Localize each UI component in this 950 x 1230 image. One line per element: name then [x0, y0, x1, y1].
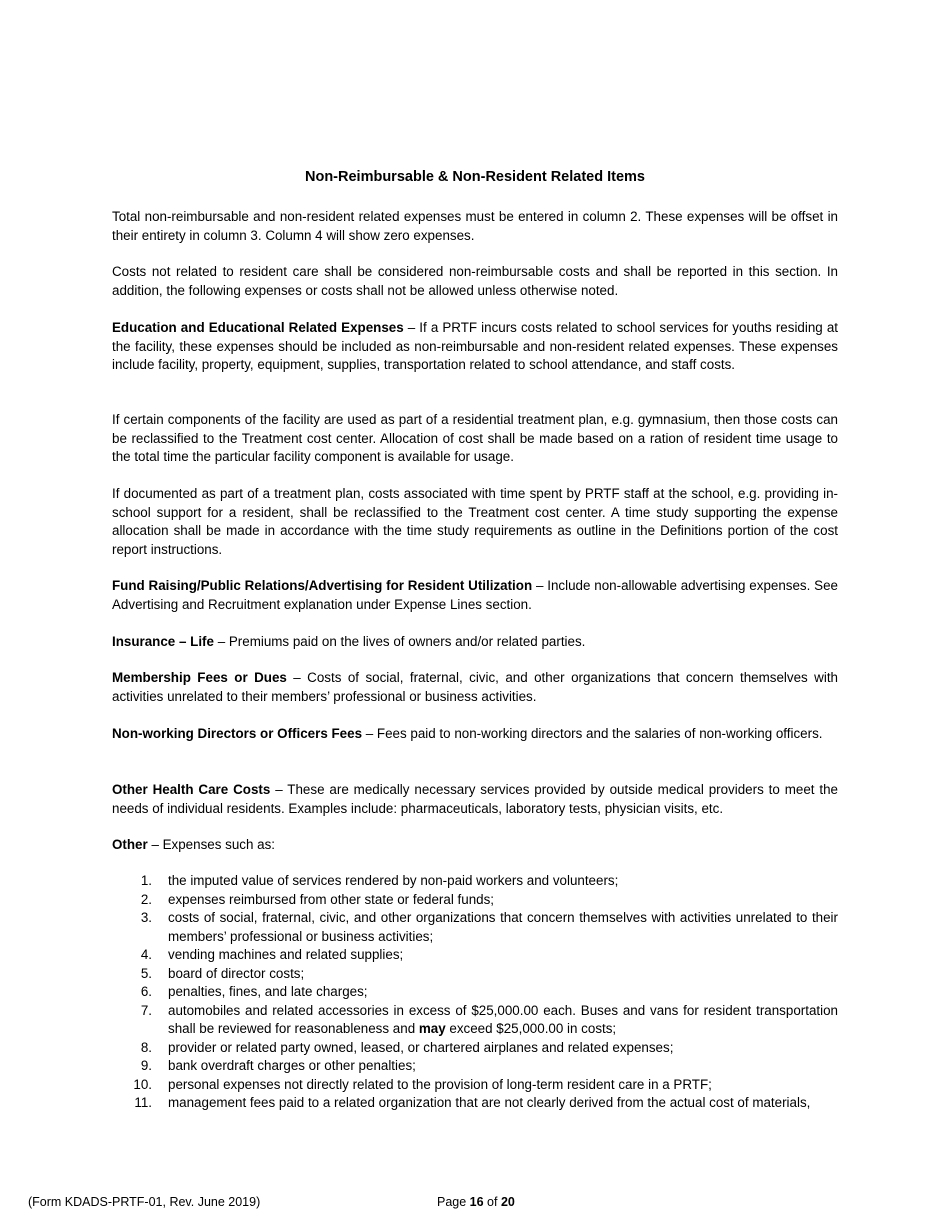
education-paragraph	[112, 319, 838, 375]
other-expenses-list	[112, 872, 838, 1113]
education-text: – If a PRTF incurs costs related to school services for youths residing at the facility, these expenses should be included as non-reimbursable and non-resident related expenses. These expenses include facility, property, equipment, supplies, transportation related to school attendance, and staff costs.	[112, 320, 838, 372]
directors-term: Non-working Directors or Officers Fees	[112, 726, 363, 741]
insurance-term: Insurance – Life	[112, 634, 214, 649]
list-item	[112, 965, 838, 984]
list-item	[112, 1057, 838, 1076]
other-term: Other	[112, 837, 148, 852]
list-item	[112, 1076, 838, 1095]
list-item-text-b: exceed $25,000.00 in costs;	[445, 1021, 617, 1036]
list-item-number: 2.	[140, 891, 152, 907]
list-item	[112, 1094, 838, 1113]
list-item-text: bank overdraft charges or other penalties;	[168, 1058, 416, 1073]
list-item-number: 5.	[140, 965, 152, 981]
list-item-text: penalties, fines, and late charges;	[168, 984, 368, 999]
current-page: 16	[469, 1195, 484, 1209]
list-item-text: management fees paid to a related organization that are not clearly derived from the actual cost of materials,	[168, 1095, 811, 1110]
directors-paragraph	[112, 725, 838, 744]
list-item-text: board of director costs;	[168, 965, 305, 981]
education-term: Education and Educational Related Expenses	[112, 320, 404, 335]
list-item	[112, 983, 838, 1002]
list-item	[112, 1002, 838, 1039]
list-item-text: vending machines and related supplies;	[168, 947, 404, 962]
intro-paragraph-1: Total non-reimbursable and non-resident related expenses must be entered in column 2. These expenses will be offset in their entirety in column 3. Column 4 will show zero expenses.	[112, 209, 838, 243]
of-word: of	[483, 1195, 501, 1209]
other-paragraph	[112, 836, 838, 855]
list-item	[112, 946, 838, 965]
components-paragraph: If certain components of the facility are used as part of a residential treatment plan, e.g. gymnasium, then those costs can be reclassified to the Treatment cost center. Allocation of cost shall be made based on a ration of resident time usage to the total time the particular facility component is available for usage.	[112, 412, 838, 464]
health-paragraph	[112, 781, 838, 818]
list-item-number: 8.	[140, 1039, 152, 1055]
page-number	[437, 1195, 515, 1209]
documented-paragraph: If documented as part of a treatment plan, costs associated with time spent by PRTF staff at the school, e.g. providing in-school support for a resident, shall be reclassified to the Treatment cost center. A time study supporting the expense allocation shall be made in accordance with the time study requirements as outline in the Definitions portion of the cost report instructions.	[112, 486, 838, 557]
list-item-text: provider or related party owned, leased, or chartered airplanes and related expenses;	[168, 1039, 674, 1055]
form-identifier: (Form KDADS-PRTF-01, Rev. June 2019)	[28, 1195, 261, 1209]
health-text: – These are medically necessary services provided by outside medical providers to meet the needs of individual residents. Examples include: pharmaceuticals, laboratory tests, physician visits, etc.	[112, 782, 839, 816]
health-term: Other Health Care Costs	[112, 782, 271, 797]
list-item	[112, 872, 838, 891]
list-item	[112, 891, 838, 910]
list-item-text: costs of social, fraternal, civic, and other organizations that concern themselves with activities unrelated to their members’ professional or business activities;	[168, 910, 838, 944]
list-item	[112, 1039, 838, 1058]
membership-text: – Costs of social, fraternal, civic, and other organizations that concern themselves with activities unrelated to their members’ professional or business activities.	[112, 670, 838, 704]
list-item-text-a: automobiles and related accessories in excess of $25,000.00 each. Buses and vans for resident transportation shall be reviewed for reasonableness and	[168, 1002, 838, 1036]
list-item	[112, 909, 838, 946]
other-text: – Expenses such as:	[147, 837, 276, 852]
list-item-text: personal expenses not directly related to the provision of long-term resident care in a PRTF;	[168, 1076, 712, 1092]
list-item-number: 9.	[140, 1058, 152, 1073]
list-item-number: 7.	[140, 1002, 152, 1018]
list-item-number: 6.	[140, 984, 152, 999]
list-item-bold: may	[418, 1021, 446, 1036]
insurance-paragraph	[112, 633, 838, 652]
insurance-text: – Premiums paid on the lives of owners and/or related parties.	[213, 634, 586, 649]
list-item-text: expenses reimbursed from other state or federal funds;	[168, 891, 495, 907]
list-item-text: the imputed value of services rendered by non-paid workers and volunteers;	[168, 873, 619, 888]
directors-text: – Fees paid to non-working directors and the salaries of non-working officers.	[362, 726, 823, 741]
intro-paragraph-2: Costs not related to resident care shall be considered non-reimbursable costs and shall be reported in this section. In addition, the following expenses or costs shall not be allowed unless otherwise noted.	[112, 264, 838, 298]
fundraising-text: – Include non-allowable advertising expenses. See Advertising and Recruitment explanation under Expense Lines section.	[112, 578, 839, 612]
list-item-number: 4.	[140, 947, 152, 962]
membership-term: Membership Fees or Dues	[112, 670, 287, 685]
list-item-number: 11.	[134, 1095, 152, 1110]
list-item-number: 1.	[140, 873, 152, 888]
total-pages: 20	[500, 1195, 515, 1209]
fundraising-paragraph	[112, 577, 838, 614]
membership-paragraph	[112, 669, 838, 706]
fundraising-term: Fund Raising/Public Relations/Advertising for Resident Utilization	[112, 578, 533, 593]
page-title: Non-Reimbursable & Non-Resident Related Items	[305, 169, 645, 185]
page-word: Page	[437, 1195, 470, 1209]
list-item-number: 10.	[133, 1076, 152, 1092]
list-item-number: 3.	[140, 910, 152, 925]
